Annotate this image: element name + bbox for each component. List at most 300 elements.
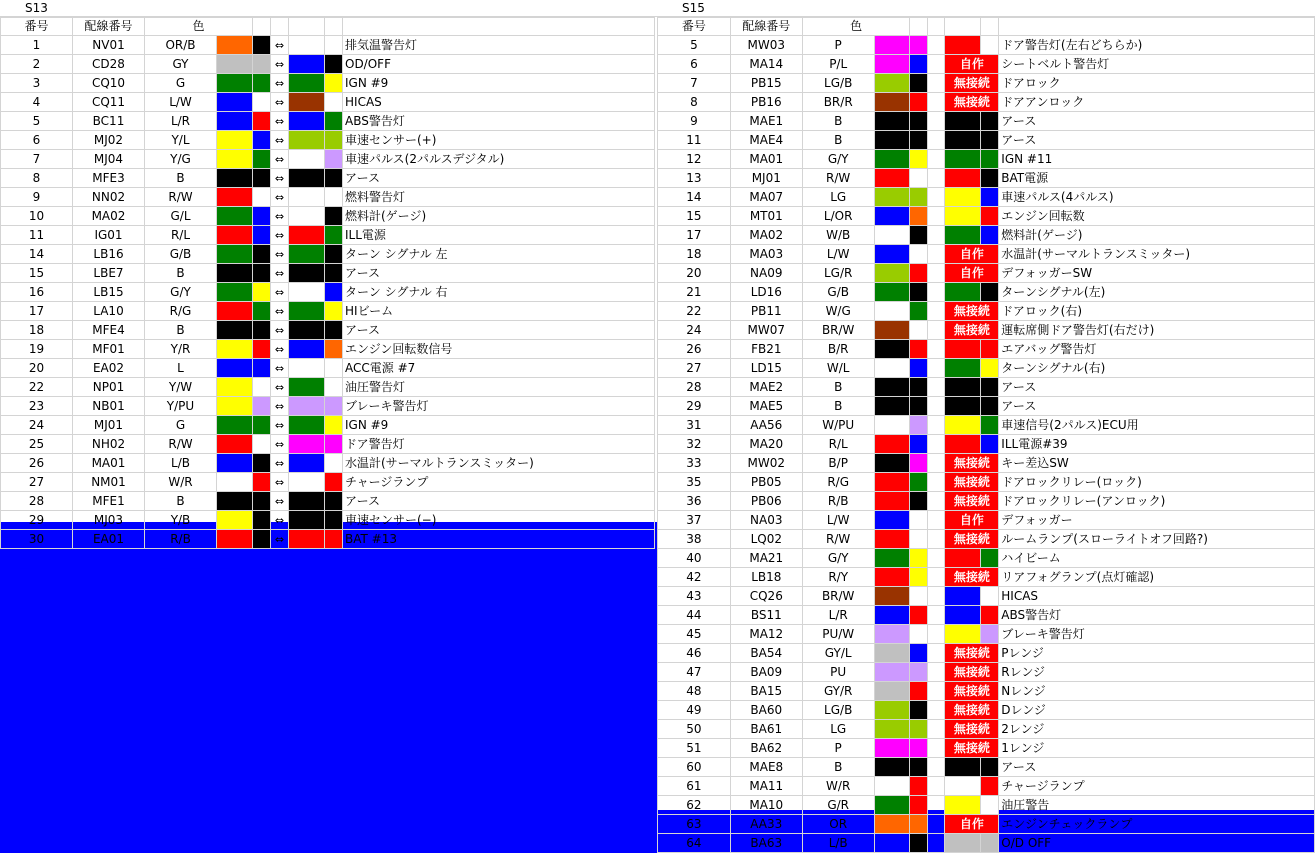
color-swatch-stripe [253,188,271,207]
function-label: エンジンチェックランプ [999,815,1315,834]
row-number: 5 [658,36,731,55]
color-swatch-stripe [910,93,928,112]
color-swatch-stripe [910,131,928,150]
target-swatch-primary [289,511,325,530]
double-arrow-icon: ⇔ [271,264,289,283]
color-swatch-primary [874,454,910,473]
function-label: エンジン回転数 [999,207,1315,226]
table-row [1,302,655,321]
function-label: アース [999,112,1315,131]
wire-code: NN02 [73,188,145,207]
table-row [1,264,655,283]
table-row [658,454,1315,473]
color-code: L/R [145,112,217,131]
row-number: 49 [658,701,731,720]
row-number: 7 [658,74,731,93]
double-arrow-icon: ⇔ [271,511,289,530]
color-swatch-primary [217,245,253,264]
row-number: 18 [658,245,731,264]
wire-code: MA10 [730,796,802,815]
target-swatch-primary [289,435,325,454]
target-swatch-primary [289,226,325,245]
row-number: 64 [658,834,731,853]
wire-code: MA02 [730,226,802,245]
wire-code: MA03 [730,245,802,264]
table-row [658,739,1315,758]
color-swatch-stripe [910,188,928,207]
table-row [1,321,655,340]
spacer-cell [928,359,945,378]
target-swatch-primary [289,283,325,302]
s15-table [657,17,1315,853]
color-code: R/G [145,302,217,321]
color-swatch-stripe [910,511,928,530]
status-badge: 無接続 [945,321,999,340]
target-swatch-primary [945,777,981,796]
color-code: G [145,416,217,435]
wire-code: MA02 [73,207,145,226]
target-swatch-stripe [325,131,343,150]
color-swatch-primary [217,416,253,435]
function-label: ドアロック [999,74,1315,93]
color-code: Y/PU [145,397,217,416]
row-number: 21 [658,283,731,302]
spacer-cell [928,454,945,473]
wire-code: IG01 [73,226,145,245]
color-code: G/B [802,283,874,302]
color-swatch-stripe [253,454,271,473]
target-swatch-primary [289,454,325,473]
function-label: 排気温警告灯 [343,36,655,55]
wire-code: BC11 [73,112,145,131]
color-code: G/Y [145,283,217,302]
table-row [658,188,1315,207]
row-number: 45 [658,625,731,644]
row-number: 63 [658,815,731,834]
status-badge: 無接続 [945,302,999,321]
target-swatch-primary [945,359,981,378]
color-swatch-primary [874,378,910,397]
target-swatch-stripe [325,36,343,55]
color-swatch-primary [874,93,910,112]
function-label: アース [343,492,655,511]
color-swatch-stripe [253,397,271,416]
spacer-cell [928,416,945,435]
color-swatch-stripe [253,131,271,150]
spacer-cell [928,682,945,701]
table-row [658,587,1315,606]
target-swatch-primary [289,112,325,131]
color-code: R/L [145,226,217,245]
function-label: Pレンジ [999,644,1315,663]
table-row [1,473,655,492]
color-swatch-primary [874,625,910,644]
color-code: PU/W [802,625,874,644]
double-arrow-icon: ⇔ [271,169,289,188]
color-swatch-stripe [910,150,928,169]
function-label: ドア警告灯(左右どちらか) [999,36,1315,55]
target-swatch-stripe [981,625,999,644]
target-swatch-stripe [325,226,343,245]
row-number: 14 [1,245,73,264]
color-code: W/R [145,473,217,492]
function-label: 車速センサー(−) [343,511,655,530]
table-row [1,36,655,55]
row-number: 29 [1,511,73,530]
color-code: W/G [802,302,874,321]
color-code: R/L [802,435,874,454]
color-swatch-primary [874,739,910,758]
function-label: ターン シグナル 左 [343,245,655,264]
row-number: 22 [658,302,731,321]
color-code: L/B [145,454,217,473]
row-number: 4 [1,93,73,112]
color-swatch-stripe [910,283,928,302]
header-color: 色 [145,18,253,36]
color-swatch-stripe [910,644,928,663]
color-swatch-stripe [253,226,271,245]
header-num: 番号 [658,18,731,36]
function-label: アース [999,397,1315,416]
target-swatch-stripe [325,188,343,207]
target-swatch-stripe [325,435,343,454]
spacer-cell [928,815,945,834]
spacer-cell [928,340,945,359]
color-swatch-stripe [910,359,928,378]
color-swatch-primary [874,606,910,625]
wire-code: NB01 [73,397,145,416]
wire-code: LB18 [730,568,802,587]
wire-code: CQ10 [73,74,145,93]
target-swatch-stripe [981,283,999,302]
double-arrow-icon: ⇔ [271,454,289,473]
table-row [658,720,1315,739]
color-code: W/L [802,359,874,378]
header-wire: 配線番号 [73,18,145,36]
wire-code: MAE2 [730,378,802,397]
target-swatch-stripe [325,93,343,112]
target-swatch-stripe [325,473,343,492]
function-label: ブレーキ警告灯 [999,625,1315,644]
status-badge: 無接続 [945,644,999,663]
color-swatch-primary [217,511,253,530]
color-swatch-primary [217,435,253,454]
color-swatch-primary [217,397,253,416]
function-label: チャージランプ [999,777,1315,796]
target-swatch-stripe [981,378,999,397]
color-swatch-stripe [253,359,271,378]
target-swatch-primary [289,93,325,112]
color-swatch-primary [874,701,910,720]
color-swatch-primary [874,720,910,739]
color-swatch-stripe [253,378,271,397]
table-row [1,74,655,93]
table-row [1,169,655,188]
s13-table [0,17,655,549]
color-swatch-stripe [910,549,928,568]
double-arrow-icon: ⇔ [271,340,289,359]
wire-code: BA09 [730,663,802,682]
color-code: L/R [802,606,874,625]
status-badge: 無接続 [945,473,999,492]
function-label: ILL電源 [343,226,655,245]
table-row [1,245,655,264]
table-row [1,435,655,454]
double-arrow-icon: ⇔ [271,207,289,226]
wire-code: MAE4 [730,131,802,150]
function-label: BAT #13 [343,530,655,549]
function-label: ドアアンロック [999,93,1315,112]
function-label: 運転席側ドア警告灯(右だけ) [999,321,1315,340]
table-row [658,682,1315,701]
target-swatch-stripe [325,397,343,416]
target-swatch-primary [945,378,981,397]
target-swatch-stripe [981,416,999,435]
double-arrow-icon: ⇔ [271,226,289,245]
target-swatch-primary [945,188,981,207]
target-swatch-stripe [981,606,999,625]
color-code: GY/L [802,644,874,663]
color-swatch-stripe [253,245,271,264]
color-swatch-primary [874,302,910,321]
table-row [1,188,655,207]
wire-code: BA62 [730,739,802,758]
color-code: B [802,131,874,150]
s13-title: S13 [0,0,657,17]
table-row [658,283,1315,302]
target-swatch-stripe [981,169,999,188]
s15-title: S15 [657,0,1315,17]
target-swatch-primary [945,625,981,644]
function-label: シートベルト警告灯 [999,55,1315,74]
function-label: アース [343,169,655,188]
color-code: W/B [802,226,874,245]
color-swatch-primary [874,150,910,169]
color-swatch-stripe [253,435,271,454]
target-swatch-stripe [325,492,343,511]
color-code: L/W [802,245,874,264]
color-swatch-stripe [910,226,928,245]
color-code: R/W [145,188,217,207]
row-number: 50 [658,720,731,739]
color-swatch-stripe [910,112,928,131]
row-number: 1 [1,36,73,55]
color-code: L/W [802,511,874,530]
color-swatch-primary [874,435,910,454]
status-badge: 無接続 [945,454,999,473]
wire-code: MJ01 [730,169,802,188]
color-code: R/Y [802,568,874,587]
color-swatch-primary [217,93,253,112]
color-swatch-primary [217,226,253,245]
function-label: ドア警告灯 [343,435,655,454]
table-row [658,112,1315,131]
spacer-cell [928,492,945,511]
target-swatch-primary [289,378,325,397]
table-row [1,530,655,549]
target-swatch-primary [945,207,981,226]
color-code: LG [802,720,874,739]
table-row [1,492,655,511]
color-swatch-primary [874,321,910,340]
color-swatch-primary [874,834,910,853]
color-swatch-primary [874,359,910,378]
wire-code: PB06 [730,492,802,511]
color-swatch-stripe [910,473,928,492]
color-code: R/W [145,435,217,454]
row-number: 36 [658,492,731,511]
table-row [658,378,1315,397]
function-label: ルームランプ(スローライトオフ回路?) [999,530,1315,549]
color-code: OR/B [145,36,217,55]
target-swatch-stripe [325,169,343,188]
spacer-cell [928,131,945,150]
row-number: 12 [658,150,731,169]
color-swatch-primary [874,511,910,530]
row-number: 61 [658,777,731,796]
function-label: アース [999,131,1315,150]
row-number: 30 [1,530,73,549]
spacer-cell [928,378,945,397]
status-badge: 無接続 [945,530,999,549]
color-swatch-primary [217,359,253,378]
color-code: B [145,169,217,188]
status-badge: 無接続 [945,701,999,720]
color-code: BR/W [802,321,874,340]
target-swatch-primary [945,834,981,853]
wire-code: MW02 [730,454,802,473]
color-swatch-primary [874,397,910,416]
function-label: アース [343,264,655,283]
table-row [658,150,1315,169]
color-code: Y/B [145,511,217,530]
color-swatch-stripe [253,340,271,359]
function-label: チャージランプ [343,473,655,492]
table-row [1,150,655,169]
color-swatch-primary [217,302,253,321]
color-swatch-stripe [253,264,271,283]
color-code: P/L [802,55,874,74]
function-label: O/D OFF [999,834,1315,853]
table-row [658,530,1315,549]
double-arrow-icon: ⇔ [271,131,289,150]
row-number: 37 [658,511,731,530]
target-swatch-stripe [981,777,999,796]
table-row [1,55,655,74]
color-swatch-stripe [910,302,928,321]
table-row [1,454,655,473]
row-number: 3 [1,74,73,93]
table-row [658,302,1315,321]
color-swatch-stripe [910,758,928,777]
wire-code: MAE8 [730,758,802,777]
table-row [1,131,655,150]
target-swatch-stripe [981,435,999,454]
wire-code: CQ11 [73,93,145,112]
color-swatch-primary [217,492,253,511]
color-swatch-primary [874,169,910,188]
color-code: Y/R [145,340,217,359]
color-swatch-stripe [910,340,928,359]
wire-code: MFE3 [73,169,145,188]
function-label: ターンシグナル(右) [999,359,1315,378]
double-arrow-icon: ⇔ [271,74,289,93]
function-label: リアフォグランプ(点灯確認) [999,568,1315,587]
color-swatch-primary [874,682,910,701]
status-badge: 自作 [945,55,999,74]
color-code: R/W [802,169,874,188]
color-swatch-stripe [253,473,271,492]
row-number: 20 [1,359,73,378]
wire-code: LB15 [73,283,145,302]
color-swatch-primary [874,663,910,682]
spacer-cell [928,720,945,739]
function-label: 油圧警告 [999,796,1315,815]
table-row [658,359,1315,378]
color-code: BR/R [802,93,874,112]
spacer-cell [928,245,945,264]
row-number: 33 [658,454,731,473]
target-swatch-stripe [981,150,999,169]
color-swatch-stripe [910,739,928,758]
color-code: L [145,359,217,378]
color-swatch-primary [874,283,910,302]
table-row [658,568,1315,587]
wire-code: MAE5 [730,397,802,416]
target-swatch-primary [289,530,325,549]
target-swatch-stripe [981,397,999,416]
spacer-cell [928,74,945,93]
target-swatch-stripe [325,112,343,131]
row-number: 51 [658,739,731,758]
table-row [658,74,1315,93]
function-label: ハイビーム [999,549,1315,568]
table-row [658,492,1315,511]
color-swatch-stripe [910,720,928,739]
function-label: ACC電源 #7 [343,359,655,378]
color-swatch-stripe [253,93,271,112]
spacer-cell [928,549,945,568]
wire-code: BA54 [730,644,802,663]
color-swatch-stripe [253,150,271,169]
row-number: 13 [658,169,731,188]
s15-header-row [658,18,1315,36]
target-swatch-stripe [981,796,999,815]
color-swatch-stripe [253,169,271,188]
target-swatch-primary [945,435,981,454]
function-label: IGN #11 [999,150,1315,169]
s13-header-row [1,18,655,36]
target-swatch-primary [945,796,981,815]
row-number: 7 [1,150,73,169]
color-swatch-stripe [253,283,271,302]
status-badge: 無接続 [945,568,999,587]
double-arrow-icon: ⇔ [271,473,289,492]
double-arrow-icon: ⇔ [271,55,289,74]
row-number: 48 [658,682,731,701]
function-label: HICAS [343,93,655,112]
table-row [658,796,1315,815]
table-row [658,36,1315,55]
s15-panel [657,0,1315,850]
row-number: 62 [658,796,731,815]
color-code: B [145,321,217,340]
function-label: アース [999,758,1315,777]
color-code: R/B [145,530,217,549]
row-number: 46 [658,644,731,663]
target-swatch-primary [945,131,981,150]
color-swatch-stripe [910,530,928,549]
